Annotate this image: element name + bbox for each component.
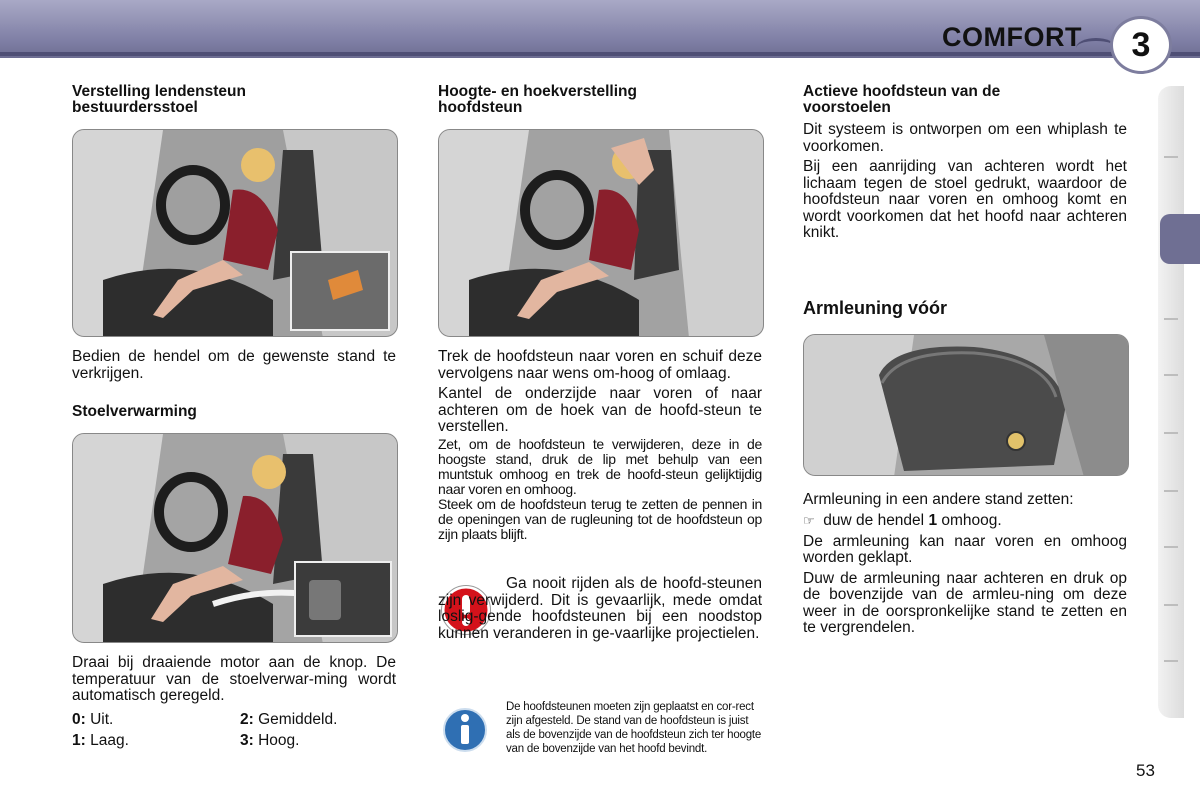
setting-label: Laag.	[90, 731, 129, 749]
lumbar-support-text: Bedien de hendel om de gewenste stand te verkrijgen.	[72, 348, 396, 382]
column-3	[803, 84, 1127, 637]
tab-notch	[1164, 432, 1178, 434]
setting-label: Hoog.	[258, 731, 300, 749]
heating-settings-list	[72, 709, 396, 753]
chapter-number-badge: 3	[1110, 16, 1172, 74]
armrest-heading: Armleuning vóór	[803, 297, 948, 318]
active-headrest-para-2: Bij een aanrijding van achteren wordt het lichaam tegen de stoel gedrukt, waardoor de hoofdsteun naar voren en omhoog komt en wordt voorkomen dat het hoofd naar achteren knikt.	[803, 158, 1127, 241]
page-number: 53	[1136, 761, 1155, 780]
tab-notch	[1164, 156, 1178, 158]
active-headrest-para-1: Dit systeem is ontworpen om een whiplash te voorkomen.	[803, 121, 1127, 155]
info-icon	[442, 704, 488, 756]
info-icon-wrap	[442, 704, 488, 761]
setting-item	[72, 730, 129, 751]
tab-notch	[1164, 660, 1178, 662]
setting-label: Gemiddeld.	[258, 710, 338, 728]
headrest-para-2: Kantel de onderzijde naar voren of naar achteren om de hoek van de hoofd-steun te verstellen.	[438, 385, 762, 435]
setting-item	[240, 730, 299, 751]
setting-key: 1:	[72, 731, 86, 749]
armrest-step	[803, 513, 1127, 530]
active-headrest-heading: Actieve hoofdsteun van de voorstoelen	[803, 83, 1001, 116]
armrest-para-2: De armleuning kan naar voren en omhoog worden geklapt.	[803, 532, 1127, 566]
setting-key: 2:	[240, 710, 254, 728]
headrest-para-3: Zet, om de hoofdsteun te verwijderen, deze in de hoogste stand, druk de lip met behulp van een muntstuk omhoog en trek de hoofd-steun gelijktijdig naar voren en omhoog.	[438, 435, 762, 497]
setting-item	[240, 709, 337, 730]
tab-notch	[1164, 318, 1178, 320]
armrest-step-text: duw de hendel	[823, 512, 925, 529]
setting-item	[72, 709, 113, 730]
headrest-para-4: Steek om de hoofdsteun terug te zetten de pennen in de openingen van de rugleuning tot de hoofdsteun op zijn plaats blijft.	[438, 495, 762, 542]
setting-key: 3:	[240, 731, 254, 749]
tab-notch	[1164, 604, 1178, 606]
seat-heating-heading: Stoelverwarming	[72, 403, 197, 420]
headrest-adjust-photo	[438, 129, 764, 337]
setting-label: Uit.	[90, 710, 114, 728]
armrest-step-number: 1	[928, 512, 938, 529]
headrest-adjust-heading: Hoogte- en hoekverstelling hoofdsteun	[438, 83, 637, 116]
seat-heating-photo	[72, 433, 398, 643]
armrest-para-3: Duw de armleuning naar achteren en druk op de bovenzijde van de armleu-ning om deze weer in de oorspronkelijke stand te zetten en te vergrendelen.	[803, 569, 1127, 636]
armrest-photo	[803, 334, 1129, 476]
tab-notch	[1164, 490, 1178, 492]
chapter-tab-strip	[1158, 86, 1184, 718]
column-1	[72, 84, 396, 753]
info-text: De hoofdsteunen moeten zijn geplaatst en cor-rect zijn afgesteld. De stand van de hoofdsteun is juist als de bovenzijde van de hoofdsteun zich ter hoogte van de bovenzijde van het hoofd bevindt.	[506, 701, 762, 755]
column-2	[438, 84, 762, 542]
pointing-hand-icon: ☞	[803, 513, 815, 528]
headrest-para-1: Trek de hoofdsteun naar voren en schuif deze vervolgens naar wens om-hoog of omlaag.	[438, 348, 762, 382]
seat-heating-text: Draai bij draaiende motor aan de knop. De temperatuur van de stoelverwar-ming wordt automatisch geregeld.	[72, 654, 396, 704]
armrest-intro: Armleuning in een andere stand zetten:	[803, 490, 1074, 508]
warning-text: Ga nooit rijden als de hoofd-steunen zijn verwijderd. Dit is gevaarlijk, mede omdat loslig-gende hoofdsteunen bij een noodstop kunnen veranderen in ge-vaarlijke projectielen.	[438, 575, 762, 642]
tab-notch	[1164, 546, 1178, 548]
setting-key: 0:	[72, 710, 86, 728]
tab-notch	[1164, 374, 1178, 376]
lumbar-support-heading: Verstelling lendensteun bestuurdersstoel	[72, 83, 246, 116]
lumbar-support-photo	[72, 129, 398, 337]
armrest-step-suffix: omhoog.	[941, 512, 1002, 529]
chapter-tab-active[interactable]	[1160, 214, 1200, 264]
chapter-title: COMFORT	[942, 22, 1082, 52]
